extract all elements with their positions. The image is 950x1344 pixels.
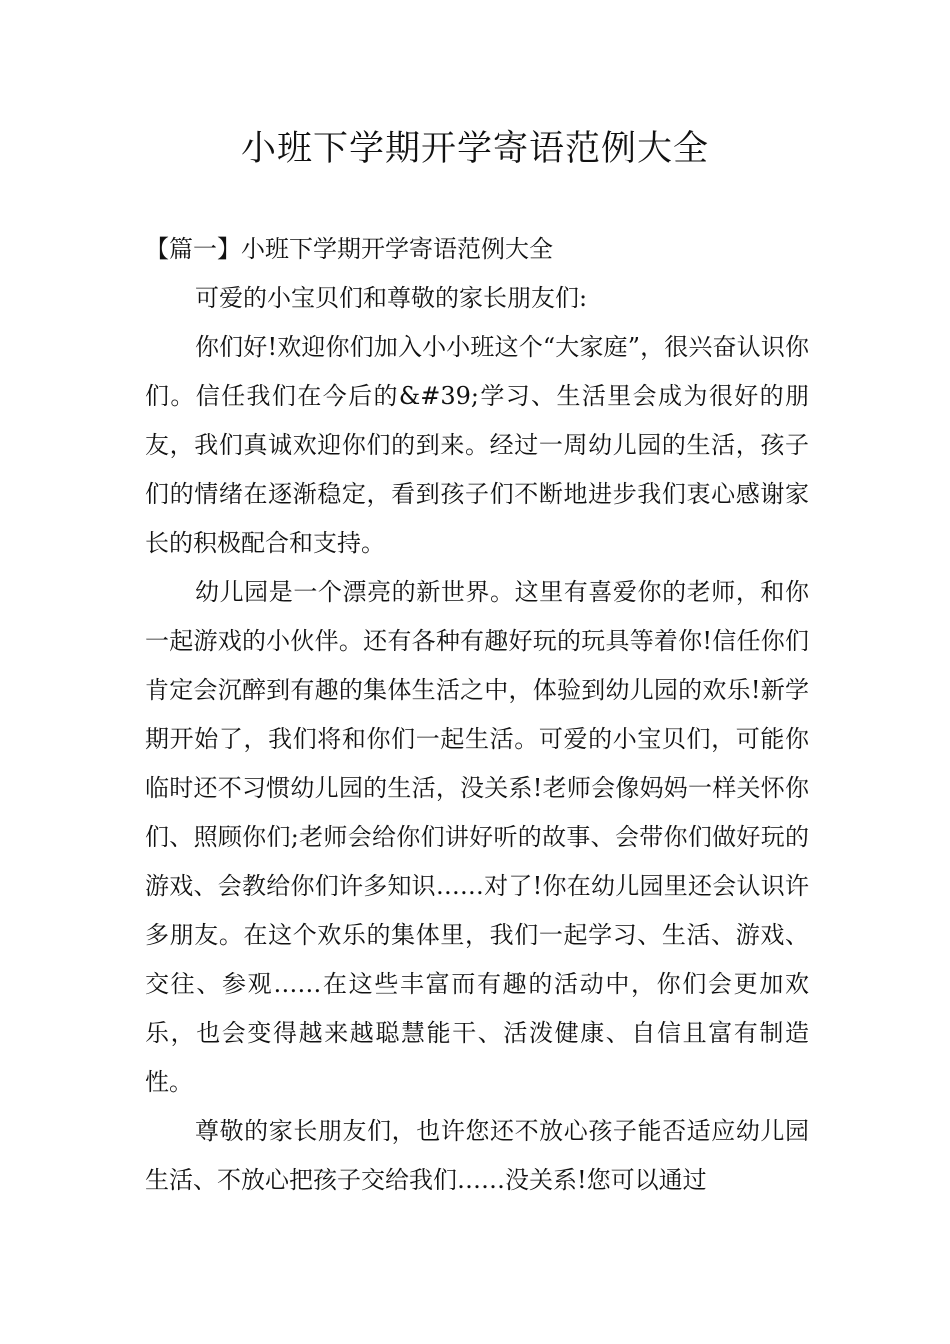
paragraph-parents: 尊敬的家长朋友们，也许您还不放心孩子能否适应幼儿园生活、不放心把孩子交给我们……没关系!您可以通过 [145,1117,809,1194]
paragraph-greeting: 可爱的小宝贝们和尊敬的家长朋友们: [195,284,588,312]
document-title: 小班下学期开学寄语范例大全 [240,129,709,169]
paragraph-welcome: 你们好!欢迎你们加入小小班这个“大家庭”，很兴奋认识你们。信任我们在今后的&#39;学习、生活里会成为很好的朋友，我们真诚欢迎你们的到来。经过一周幼儿园的生活，孩子们的情绪在逐渐稳定，看到孩子们不断地进步我们衷心感谢家长的积极配合和支持。 [145,333,809,557]
document-body [145,225,809,1205]
section-heading: 【篇一】小班下学期开学寄语范例大全 [145,235,553,263]
paragraph-kindergarten: 幼儿园是一个漂亮的新世界。这里有喜爱你的老师，和你一起游戏的小伙伴。还有各种有趣好玩的玩具等着你!信任你们肯定会沉醉到有趣的集体生活之中，体验到幼儿园的欢乐!新学期开始了，我们将和你们一起生活。可爱的小宝贝们，可能你临时还不习惯幼儿园的生活，没关系!老师会像妈妈一样关怀你们、照顾你们;老师会给你们讲好听的故事、会带你们做好玩的游戏、会教给你们许多知识……对了!你在幼儿园里还会认识许多朋友。在这个欢乐的集体里，我们一起学习、生活、游戏、交往、参观……在这些丰富而有趣的活动中，你们会更加欢乐，也会变得越来越聪慧能干、活泼健康、自信且富有制造性。 [145,578,809,1096]
